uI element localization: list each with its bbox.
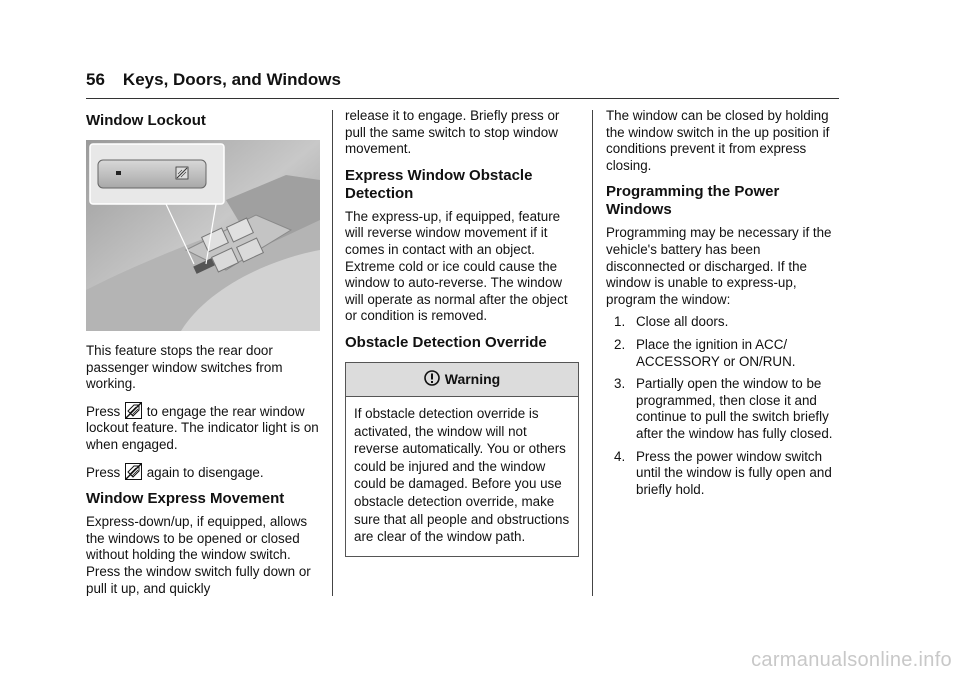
warning-icon: [424, 370, 440, 388]
column-3: [606, 108, 840, 504]
window-lockout-icon: [125, 463, 142, 480]
column-divider: [332, 110, 333, 596]
watermark: carmanualsonline.info: [751, 649, 952, 671]
press-text: Press: [86, 403, 121, 419]
list-item: 4. Press the power window switch until the window is fully open and briefly hold.: [614, 448, 832, 497]
heading-obstacle-detection: Express Window Obstacle Detection: [345, 166, 533, 202]
express-continued-paragraph: release it to engage. Briefly press or pull the same switch to stop window movement.: [345, 108, 560, 157]
column-divider: [592, 110, 593, 596]
warning-text: If obstacle detection override is activated, the window will not reverse automatically. You or others could be injured and the window could be damaged. Before you use obstacle detection override, make sure that all people and obstructions are clear of the window path.: [354, 405, 570, 545]
lockout-paragraph-3: [86, 463, 320, 482]
warning-header: [346, 363, 578, 397]
list-item: 2. Place the ignition in ACC/ ACCESSORY or ON/RUN.: [614, 336, 796, 369]
page-number: 56: [86, 70, 105, 89]
heading-window-express: Window Express Movement: [86, 490, 285, 508]
close-window-paragraph: The window can be closed by holding the window switch in the up position if conditions prevent it from express closing.: [606, 108, 830, 173]
press-text: Press: [86, 464, 121, 480]
warning-box: [345, 362, 579, 557]
window-switch-illustration: [86, 140, 320, 331]
express-paragraph: Express-down/up, if equipped, allows the windows to be opened or closed without holding the window switch. Press the window switch fully down or pull it up, and quickly: [86, 514, 311, 596]
window-lockout-icon: [125, 402, 142, 419]
warning-title: Warning: [444, 371, 501, 388]
heading-window-lockout: Window Lockout: [86, 112, 206, 129]
heading-programming: Programming the Power Windows: [606, 183, 780, 219]
column-1: [86, 108, 320, 597]
lockout-engage-text: to engage the rear window lockout feature. The indicator light is on when engaged.: [86, 403, 319, 452]
programming-steps: [606, 314, 840, 498]
lockout-paragraph-1: This feature stops the rear door passenger window switches from working.: [86, 343, 283, 392]
obstacle-paragraph: The express-up, if equipped, feature will reverse window movement if it comes in contact with an object. Extreme cold or ice could cause the window to auto-reverse. The window will operate as normal after the object or condition is removed.: [345, 208, 568, 324]
list-item: 1. Close all doors.: [614, 314, 729, 330]
list-item: 3. Partially open the window to be programmed, then close it and continue to pull the switch briefly after the window has fully closed.: [614, 376, 833, 441]
page-header: [86, 70, 341, 90]
column-2: [345, 108, 579, 557]
section-title: Keys, Doors, and Windows: [122, 70, 341, 89]
lockout-disengage-text: again to disengage.: [146, 464, 264, 480]
header-rule: [86, 98, 839, 99]
programming-paragraph: Programming may be necessary if the vehicle's battery has been disconnected or discharged. If the window is unable to express-up, program the window:: [606, 225, 832, 307]
lockout-paragraph-2: [86, 402, 320, 454]
heading-obstacle-override: Obstacle Detection Override: [345, 333, 547, 351]
